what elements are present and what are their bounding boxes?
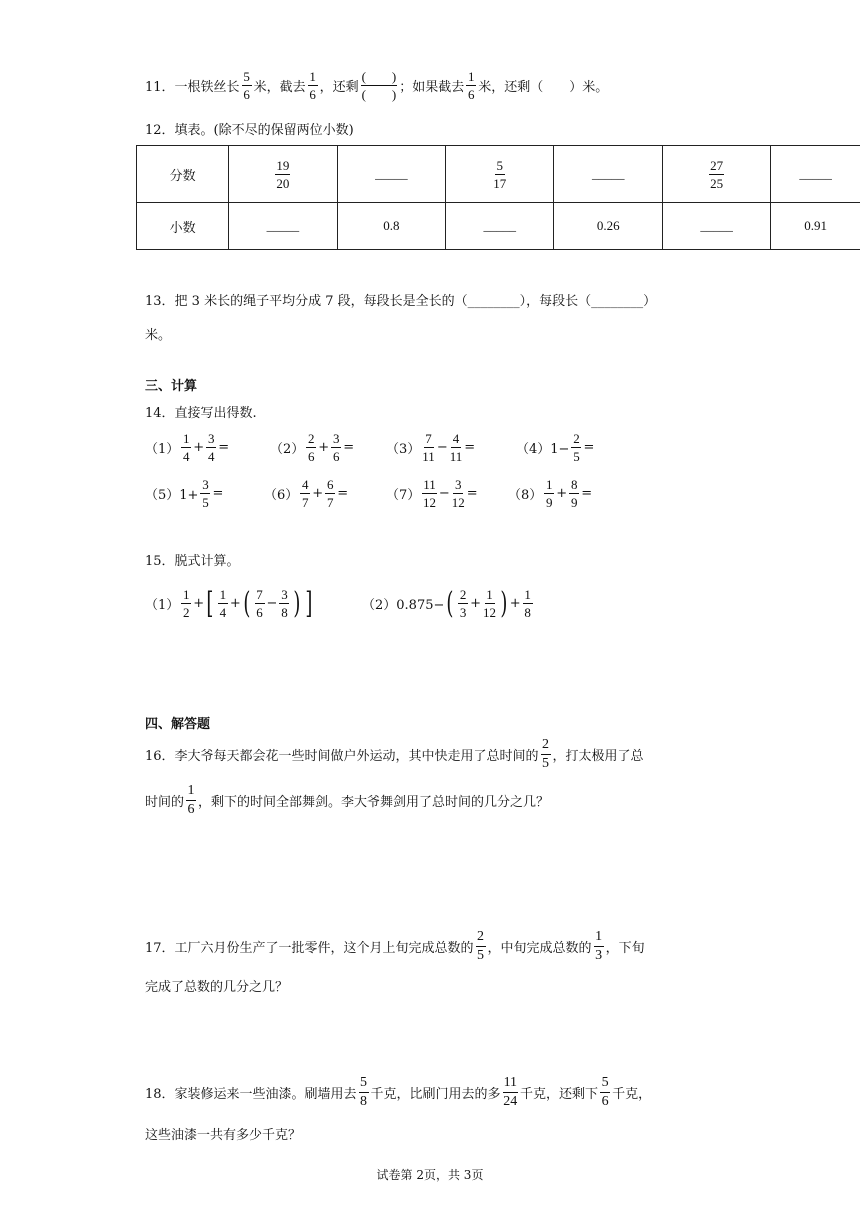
question-16-line-1: 16．李大爷每天都会花一些时间做户外运动，其中快走用了总时间的 $\frac{2}{5}$ ，打太极用了总	[145, 737, 644, 771]
q11-text-5: 米，还剩（ ）米。	[478, 80, 609, 95]
fraction: $\frac{5}{6}$	[243, 69, 250, 102]
calc-item-1: （1） $\frac{1}{4}$ + $\frac{3}{4}$ =	[145, 431, 230, 464]
answer-cell[interactable]: _____	[337, 146, 445, 203]
table-cell: 0.26	[554, 203, 662, 250]
question-13-line-2: 米。	[145, 328, 172, 343]
calc-item-6: （6） $\frac{4}{7}$ + $\frac{6}{7}$ =	[264, 477, 349, 510]
question-17-line-1: 17．工厂六月份生产了一批零件，这个月上旬完成总数的 $\frac{2}{5}$ ，中旬完成总数的 $\frac{1}{3}$ ，下旬	[145, 929, 645, 963]
answer-cell[interactable]: _____	[662, 203, 770, 250]
expression-1: （1） $\frac{1}{2}$ + [ $\frac{1}{4}$ + ( $\frac{7}{6}$ − $\frac{3}{8}$ ) ]	[145, 585, 313, 621]
question-18-line-1: 18．家装修运来一些油漆。刷墙用去 $\frac{5}{8}$ 千克，比刷门用去的多 $\frac{11}{24}$ 千克，还剩下 $\frac{5}{6}$ 千克，	[145, 1075, 652, 1109]
table-cell: $\frac{27}{25}$	[662, 146, 770, 203]
table-cell: 0.8	[337, 203, 445, 250]
expression-2: （2）0.875− ( $\frac{2}{3}$ + $\frac{1}{12}$ ) + $\frac{1}{8}$	[362, 585, 531, 621]
answer-cell[interactable]: _____	[446, 203, 554, 250]
question-12-title: 12．填表。(除不尽的保留两位小数)	[145, 123, 354, 138]
fraction: $\frac{1}{6}$	[468, 69, 475, 102]
calc-item-4: （4）1− $\frac{2}{5}$ =	[516, 431, 595, 464]
question-16-line-2: 时间的 $\frac{1}{6}$ ，剩下的时间全部舞剑。李大爷舞剑用了总时间的几分之几？	[145, 783, 550, 817]
section-heading-4: 四、解答题	[145, 717, 211, 732]
table-cell: 0.91	[771, 203, 860, 250]
table-row	[137, 146, 860, 203]
question-17-line-2: 完成了总数的几分之几？	[145, 980, 289, 995]
row-label: 分数	[137, 146, 229, 203]
calc-item-5: （5）1+ $\frac{3}{5}$ =	[145, 477, 224, 510]
answer-cell[interactable]: _____	[771, 146, 860, 203]
section-heading-3: 三、计算	[145, 379, 198, 394]
page-footer: 试卷第 2页，共 3页	[376, 1168, 484, 1182]
question-14-title: 14．直接写出得数.	[145, 406, 257, 421]
calc-item-8: （8） $\frac{1}{9}$ + $\frac{8}{9}$ =	[508, 477, 593, 510]
question-15-title: 15．脱式计算。	[145, 554, 240, 569]
question-13-line-1: 13．把 3 米长的绳子平均分成 7 段，每段长是全长的（________），每段长（________）	[145, 294, 657, 309]
fraction: $\frac{1}{6}$	[309, 69, 316, 102]
fill-table	[136, 145, 860, 250]
q11-text-4: ；如果截去	[399, 80, 465, 95]
calc-item-2: （2） $\frac{2}{6}$ + $\frac{3}{6}$ =	[270, 431, 355, 464]
table-row	[137, 203, 860, 250]
q11-text-3: ，还剩	[319, 80, 359, 95]
question-number: 11．	[145, 80, 175, 95]
calc-item-7: （7） $\frac{11}{12}$ − $\frac{3}{12}$ =	[386, 477, 478, 510]
answer-blank-fraction[interactable]: $\frac{( )}{( )}$	[361, 69, 397, 102]
question-11	[145, 70, 608, 101]
q11-text-2: 米，截去	[253, 80, 306, 95]
q11-text-1: 一根铁丝长	[174, 80, 240, 95]
table-cell: $\frac{19}{20}$	[229, 146, 337, 203]
table-cell: $\frac{5}{17}$	[446, 146, 554, 203]
row-label: 小数	[137, 203, 229, 250]
answer-cell[interactable]: _____	[554, 146, 662, 203]
question-18-line-2: 这些油漆一共有多少千克？	[145, 1128, 302, 1143]
answer-cell[interactable]: _____	[229, 203, 337, 250]
calc-item-3: （3） $\frac{7}{11}$ − $\frac{4}{11}$ =	[386, 431, 476, 464]
